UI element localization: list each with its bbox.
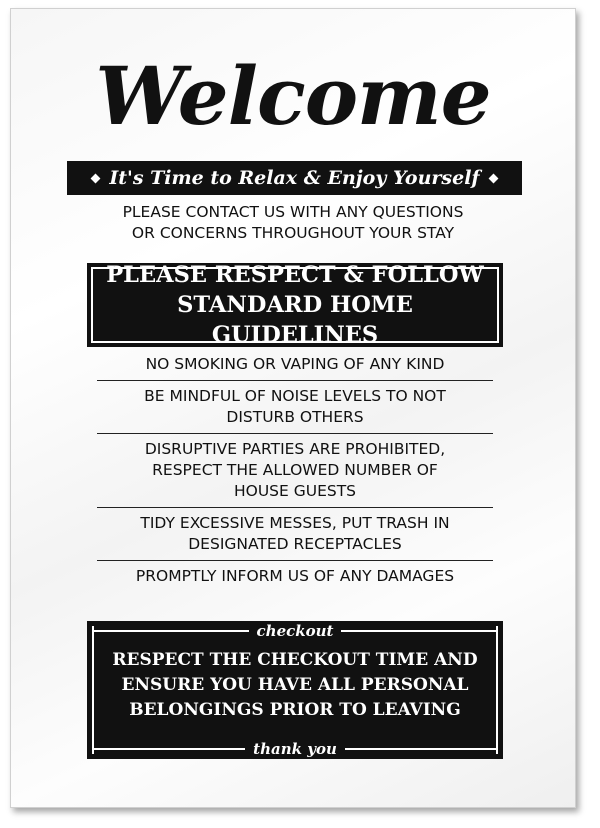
rule-item: DISRUPTIVE PARTIES ARE PROHIBITED, RESPECT THE ALLOWED NUMBER OF HOUSE GUESTS <box>97 434 493 508</box>
frame-divider <box>345 748 496 750</box>
checkout-text: RESPECT THE CHECKOUT TIME AND ENSURE YOU HAVE ALL PERSONAL BELONGINGS PRIOR TO LEAVING <box>112 650 478 720</box>
checkout-top-rule <box>94 622 496 640</box>
rule-item: PROMPTLY INFORM US OF ANY DAMAGES <box>135 567 455 585</box>
checkout-bottom-rule <box>94 740 496 758</box>
contact-text: PLEASE CONTACT US WITH ANY QUESTIONS OR CONCERNS THROUGHOUT YOUR STAY <box>122 203 464 242</box>
tagline-text: It's Time to Relax & Enjoy Yourself <box>109 167 480 189</box>
diamond-icon <box>488 173 498 183</box>
rules-list <box>97 349 493 592</box>
sign-title: Welcome <box>95 49 491 143</box>
guidelines-heading-box <box>87 263 503 347</box>
guidelines-heading: PLEASE RESPECT & FOLLOW STANDARD HOME GUIDELINES <box>91 267 499 343</box>
checkout-box <box>87 621 503 759</box>
tagline-banner <box>67 161 522 195</box>
diamond-icon <box>91 173 101 183</box>
checkout-label: checkout <box>256 622 334 640</box>
frame-divider <box>94 630 249 632</box>
rule-item: BE MINDFUL OF NOISE LEVELS TO NOT DISTURB OTHERS <box>97 381 493 434</box>
checkout-frame <box>92 622 498 758</box>
rule-item: TIDY EXCESSIVE MESSES, PUT TRASH IN DESIGNATED RECEPTACLES <box>97 508 493 561</box>
welcome-sign <box>10 8 576 808</box>
rule-item: NO SMOKING OR VAPING OF ANY KIND <box>97 349 493 381</box>
frame-divider <box>94 748 245 750</box>
thank-you-label: thank you <box>253 740 337 758</box>
frame-divider <box>341 630 496 632</box>
